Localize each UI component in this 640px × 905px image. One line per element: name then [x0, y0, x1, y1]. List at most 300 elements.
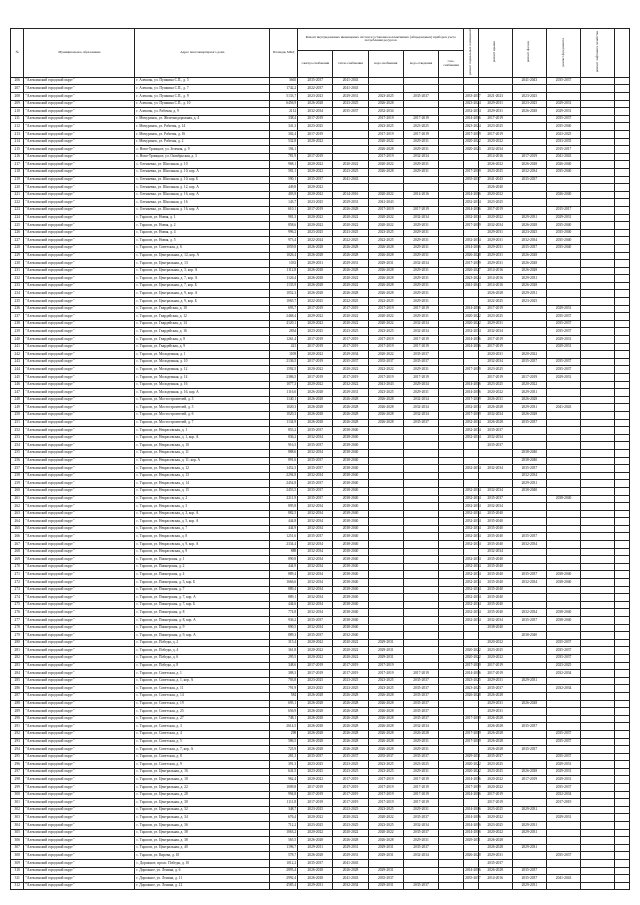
roof-cell: 2035-2040 [478, 563, 512, 571]
roof-cell: 2029-2031 [478, 700, 512, 708]
water-cell [368, 503, 403, 511]
lift-cell [581, 351, 615, 359]
address-cell: г. Дорожное, ул. Ленина, д. 12 [135, 882, 270, 890]
address-cell: с. Тарасов, ул. Центральная, д. 18 [135, 776, 270, 784]
table-row [11, 465, 630, 473]
area-cell: 2453,5 [270, 487, 298, 495]
facade-cell [512, 343, 546, 351]
table-row [11, 282, 630, 290]
municipality-cell: "Алексинский городской округ" [24, 776, 135, 784]
address-cell: с. Тарасов, ул. Победы, д. 8 [135, 662, 270, 670]
basement-cell: 2032-2034 [464, 525, 479, 533]
foundation-cell: 2029-2031 [546, 108, 580, 116]
basement-cell: 2032-2034 [464, 510, 479, 518]
water-cell: 2035-2037 [368, 875, 403, 883]
drain-cell [403, 624, 438, 632]
water-cell: 2023-2025 [368, 822, 403, 830]
drain-cell: 2029-2031 [403, 237, 438, 245]
foundation-cell: 2035-2037 [546, 313, 580, 321]
address-cell: с. Тарасов, ул. Центральная, д. 3, кор. А [135, 267, 270, 275]
table-row [11, 85, 630, 93]
municipality-cell: "Алексинский городской округ" [24, 184, 135, 192]
extra-cell [615, 366, 630, 374]
heat-cell [333, 146, 368, 154]
table-row [11, 305, 630, 313]
electric-cell: 2026-2028 [298, 852, 333, 860]
municipality-cell: "Алексинский городской округ" [24, 768, 135, 776]
lift-cell [581, 320, 615, 328]
municipality-cell: "Алексинский городской округ" [24, 305, 135, 313]
heat-cell: 2038-2040 [333, 457, 368, 465]
water-cell: 2017-2019 [368, 305, 403, 313]
municipality-cell: "Алексинский городской округ" [24, 328, 135, 336]
electric-cell: 2035-2037 [298, 487, 333, 495]
area-cell: 2454,8 [270, 480, 298, 488]
table-row [11, 191, 630, 199]
electric-cell: 2026-2028 [298, 715, 333, 723]
lift-cell [581, 715, 615, 723]
water-cell [368, 510, 403, 518]
roof-cell: 2023-2025 [478, 768, 512, 776]
facade-cell [512, 647, 546, 655]
facade-cell [512, 206, 546, 214]
extra-cell [615, 77, 630, 85]
basement-cell: 2032-2034 [464, 487, 479, 495]
water-cell: 2026-2028 [368, 708, 403, 716]
municipality-cell: "Алексинский городской округ" [24, 617, 135, 625]
basement-cell: 2032-2034 [464, 199, 479, 207]
lift-cell [581, 647, 615, 655]
row-number: 222 [11, 199, 24, 207]
address-cell: с. Тарасов, ул. Центральная, д. 7, кор. Б [135, 282, 270, 290]
drain-cell [403, 548, 438, 556]
water-cell [368, 495, 403, 503]
address-cell: с. Тарасов, ул. Советская, д. 14 [135, 692, 270, 700]
facade-cell: 2026-2028 [512, 282, 546, 290]
extra-cell [615, 692, 630, 700]
basement-cell: 2020-2022 [464, 313, 479, 321]
lift-cell [581, 761, 615, 769]
water-cell: 2026-2028 [368, 100, 403, 108]
address-cell: с. Тарасов, ул. Молодежная, д. 10 [135, 358, 270, 366]
heat-cell: 2029-2031 [333, 852, 368, 860]
row-number: 243 [11, 358, 24, 366]
row-number: 254 [11, 442, 24, 450]
water-cell: 2026-2028 [368, 267, 403, 275]
lift-cell [581, 556, 615, 564]
lift-cell [581, 495, 615, 503]
table-row [11, 609, 630, 617]
row-number: 207 [11, 85, 24, 93]
table-row [11, 457, 630, 465]
gas-cell [439, 632, 464, 640]
lift-cell [581, 480, 615, 488]
address-cell: с. Тарасов, ул. Пионерская, д. 1 [135, 556, 270, 564]
row-number: 230 [11, 260, 24, 268]
facade-cell: 2023-2025 [512, 229, 546, 237]
extra-cell [615, 609, 630, 617]
facade-cell: 2029-2031 [512, 806, 546, 814]
extra-cell [615, 457, 630, 465]
drain-cell [403, 176, 438, 184]
extra-cell [615, 434, 630, 442]
extra-cell [615, 275, 630, 283]
gas-cell [439, 700, 464, 708]
address-cell: с. Тарасов, ул. Советская, д. 25 [135, 708, 270, 716]
lift-cell [581, 115, 615, 123]
electric-cell: 2017-2019 [298, 115, 333, 123]
drain-cell [403, 609, 438, 617]
municipality-cell: "Алексинский городской округ" [24, 252, 135, 260]
address-cell: г. Дорожное, ул. Ленина, д. 6 [135, 867, 270, 875]
area-cell: 1133,9 [270, 282, 298, 290]
foundation-cell: 2029-2031 [546, 768, 580, 776]
facade-cell [512, 510, 546, 518]
row-number: 271 [11, 571, 24, 579]
heat-cell: 2023-2025 [333, 677, 368, 685]
gas-cell [439, 480, 464, 488]
drain-cell [403, 108, 438, 116]
foundation-cell [546, 601, 580, 609]
heat-cell: 2026-2028 [333, 700, 368, 708]
facade-cell: 2029-2031 [512, 290, 546, 298]
address-cell: г. Алексин, ул. Пушкина С.П., д. 10 [135, 100, 270, 108]
heat-cell: 2038-2040 [333, 556, 368, 564]
heat-cell [333, 153, 368, 161]
gas-cell [439, 518, 464, 526]
row-number: 255 [11, 449, 24, 457]
water-cell [368, 487, 403, 495]
table-row [11, 563, 630, 571]
row-number: 246 [11, 381, 24, 389]
address-cell: с. Тарасов, ул. Гвардейская, д. 10 [135, 305, 270, 313]
foundation-cell [546, 381, 580, 389]
facade-cell [512, 563, 546, 571]
drain-cell [403, 487, 438, 495]
area-cell: 889,4 [270, 586, 298, 594]
facade-cell [512, 685, 546, 693]
roof-cell: 2035-2037 [478, 495, 512, 503]
lift-cell [581, 138, 615, 146]
municipality-cell: "Алексинский городской округ" [24, 601, 135, 609]
municipality-cell: "Алексинский городской округ" [24, 571, 135, 579]
municipality-cell: "Алексинский городской округ" [24, 518, 135, 526]
water-cell: 2017-2019 [368, 153, 403, 161]
heat-cell: 2017-2019 [333, 791, 368, 799]
municipality-cell: "Алексинский городской округ" [24, 746, 135, 754]
roof-cell: 2023-2025 [478, 761, 512, 769]
heat-cell: 2017-2019 [333, 784, 368, 792]
drain-cell: 2035-2037 [403, 882, 438, 890]
gas-cell [439, 829, 464, 837]
roof-cell: 2038-2040 [478, 624, 512, 632]
drain-cell [403, 510, 438, 518]
foundation-cell: 2035-2040 [546, 168, 580, 176]
basement-cell: 2014-2016 [464, 336, 479, 344]
drain-cell [403, 639, 438, 647]
roof-cell: 2020-2022 [478, 389, 512, 397]
facade-cell [512, 525, 546, 533]
electric-cell: 2020-2022 [298, 168, 333, 176]
facade-cell [512, 730, 546, 738]
gas-cell [439, 108, 464, 116]
address-cell: с. Оленьевка, ул. Школьная, д. 10, кор. Б [135, 176, 270, 184]
water-cell: 2022-2022 [368, 366, 403, 374]
drain-cell: 2032-2034 [403, 214, 438, 222]
municipality-cell: "Алексинский городской округ" [24, 290, 135, 298]
electric-cell: 2023-2025 [298, 685, 333, 693]
address-cell: с. Тарасов, ул. Некрасовская, д. 12 [135, 465, 270, 473]
extra-cell [615, 131, 630, 139]
roof-cell: 2026-2028 [478, 419, 512, 427]
area-cell: 6456,9 [270, 100, 298, 108]
gas-cell [439, 366, 464, 374]
drain-cell: 2032-2034 [403, 260, 438, 268]
municipality-cell: "Алексинский городской округ" [24, 882, 135, 890]
lift-cell [581, 541, 615, 549]
basement-cell [464, 480, 479, 488]
electric-cell: 2029-2031 [298, 882, 333, 890]
roof-cell: 2026-2028 [478, 738, 512, 746]
table-row [11, 799, 630, 807]
basement-cell: 2032-2034 [464, 328, 479, 336]
facade-cell [512, 670, 546, 678]
drain-cell [403, 199, 438, 207]
basement-cell: 2032-2034 [464, 465, 479, 473]
address-cell: г. Алексин, ул. Пушкина С.П., д. 9 [135, 93, 270, 101]
extra-cell [615, 229, 630, 237]
water-cell: 2023-2025 [368, 328, 403, 336]
electric-cell: 2032-2034 [298, 510, 333, 518]
electric-cell: 2029-2022 [298, 313, 333, 321]
foundation-cell [546, 442, 580, 450]
water-cell [368, 586, 403, 594]
drain-cell: 2035-2037 [403, 700, 438, 708]
extra-cell [615, 882, 630, 890]
electric-cell: 2035-2037 [298, 480, 333, 488]
electric-cell: 2017-2019 [298, 662, 333, 670]
row-number: 308 [11, 852, 24, 860]
lift-cell [581, 366, 615, 374]
roof-cell: 2029-2031 [478, 677, 512, 685]
municipality-cell: "Алексинский городской округ" [24, 837, 135, 845]
extra-cell [615, 411, 630, 419]
table-row [11, 860, 630, 868]
drain-cell: 2026-2028 [403, 730, 438, 738]
drain-cell [403, 525, 438, 533]
municipality-cell: "Алексинский городской округ" [24, 814, 135, 822]
municipality-cell: "Алексинский городской округ" [24, 480, 135, 488]
drain-cell: 2035-2037 [403, 93, 438, 101]
heat-cell: 2026-2028 [333, 396, 368, 404]
facade-cell [512, 328, 546, 336]
drain-cell: 2017-2019 [403, 305, 438, 313]
municipality-cell: "Алексинский городской округ" [24, 176, 135, 184]
area-cell: 891,6 [270, 457, 298, 465]
electric-cell: 2035-2037 [298, 495, 333, 503]
heat-cell: 2029-2031 [333, 389, 368, 397]
address-cell: с. Тарасов, ул. Советская, д. 3 [135, 723, 270, 731]
electric-cell: 2026-2028 [298, 252, 333, 260]
table-row [11, 882, 630, 890]
lift-cell [581, 449, 615, 457]
area-cell: 693,7 [270, 305, 298, 313]
foundation-cell [546, 396, 580, 404]
lift-cell [581, 343, 615, 351]
roof-cell: 2035-2040 [478, 594, 512, 602]
municipality-cell: "Алексинский городской округ" [24, 677, 135, 685]
address-cell: г. Мичуринск, ул. Железнодорожная, д. 4 [135, 115, 270, 123]
extra-cell [615, 746, 630, 754]
heat-cell: 2038-2040 [333, 518, 368, 526]
lift-cell [581, 161, 615, 169]
area-cell: 889,1 [270, 594, 298, 602]
water-cell: 2023-2025 [368, 93, 403, 101]
roof-cell: 2035-2040 [478, 525, 512, 533]
extra-cell [615, 146, 630, 154]
heat-cell: 2029-2034 [333, 351, 368, 359]
basement-cell [464, 229, 479, 237]
gas-cell [439, 411, 464, 419]
extra-cell [615, 541, 630, 549]
electric-cell: 2026-2028 [298, 700, 333, 708]
basement-cell: 2032-2034 [464, 533, 479, 541]
municipality-cell: "Алексинский городской округ" [24, 449, 135, 457]
table-row [11, 123, 630, 131]
electric-cell: 2032-2034 [298, 586, 333, 594]
facade-cell: 2035-2037 [512, 419, 546, 427]
municipality-cell: "Алексинский городской округ" [24, 799, 135, 807]
lift-cell [581, 305, 615, 313]
drain-cell [403, 184, 438, 192]
address-cell: г. Алексин, ул. Рабочая, д. 9 [135, 108, 270, 116]
basement-cell: 2032-2034 [464, 563, 479, 571]
gas-cell [439, 275, 464, 283]
basement-cell: 2014-2016 [464, 670, 479, 678]
heat-cell: 2038-2040 [333, 579, 368, 587]
extra-cell [615, 214, 630, 222]
water-cell [368, 632, 403, 640]
municipality-cell: "Алексинский городской округ" [24, 860, 135, 868]
table-row [11, 115, 630, 123]
row-number: 284 [11, 670, 24, 678]
row-number: 261 [11, 495, 24, 503]
basement-cell [464, 85, 479, 93]
foundation-cell: 2035-2040 [546, 222, 580, 230]
header-municipality: Муниципальное образование [24, 29, 135, 78]
water-cell: 2020-2022 [368, 138, 403, 146]
address-cell: с. Тарасов, ул. Новая, д. 4 [135, 229, 270, 237]
foundation-cell [546, 176, 580, 184]
gas-cell [439, 389, 464, 397]
drain-cell: 2035-2037 [403, 715, 438, 723]
table-body [11, 77, 630, 890]
address-cell: с. Тарасов, ул. Мостостроителей, д. 5 [135, 404, 270, 412]
address-cell: с. Оленьевка, ул. Школьная, д. 16, кор. А [135, 206, 270, 214]
lift-cell [581, 579, 615, 587]
address-cell: с. Тарасов, ул. Советская, д. 27 [135, 715, 270, 723]
address-cell: с. Тарасов, ул. Победы, д. 6 [135, 654, 270, 662]
water-cell: 2026-2028 [368, 700, 403, 708]
municipality-cell: "Алексинский городской округ" [24, 343, 135, 351]
table-row [11, 746, 630, 754]
table-row [11, 328, 630, 336]
extra-cell [615, 320, 630, 328]
area-cell: 889,4 [270, 571, 298, 579]
facade-cell: 2026-2028 [512, 260, 546, 268]
address-cell: с. Тарасов, ул. Кирова, д. 10 [135, 852, 270, 860]
row-number: 289 [11, 708, 24, 716]
row-number: 248 [11, 396, 24, 404]
lift-cell [581, 784, 615, 792]
address-cell: с. Тарасов, ул. Победы, д. 4 [135, 647, 270, 655]
header-empty-col [615, 29, 630, 78]
water-cell: 2029-2031 [368, 639, 403, 647]
drain-cell [403, 449, 438, 457]
area-cell: 565,5 [270, 837, 298, 845]
water-cell: 2022-2025 [368, 237, 403, 245]
electric-cell: 2026-2028 [298, 875, 333, 883]
foundation-cell [546, 525, 580, 533]
lift-cell [581, 768, 615, 776]
row-number: 270 [11, 563, 24, 571]
header-lift-col [581, 29, 615, 78]
roof-cell: 2014-2016 [478, 875, 512, 883]
water-cell [368, 860, 403, 868]
table-row [11, 829, 630, 837]
roof-cell: 2017-2019 [478, 206, 512, 214]
roof-cell: 2023-2025 [478, 647, 512, 655]
address-cell: с. Тарасов, ул. Центральная, д. 9, кор. Б [135, 298, 270, 306]
gas-cell [439, 617, 464, 625]
lift-cell [581, 153, 615, 161]
roof-cell: 2017-2019 [478, 336, 512, 344]
row-number: 232 [11, 275, 24, 283]
area-cell: 2834 [270, 328, 298, 336]
gas-cell [439, 715, 464, 723]
table-row [11, 579, 630, 587]
municipality-cell: "Алексинский городской округ" [24, 298, 135, 306]
lift-cell [581, 730, 615, 738]
facade-cell [512, 556, 546, 564]
municipality-cell: "Алексинский городской округ" [24, 161, 135, 169]
heat-cell [333, 123, 368, 131]
facade-cell: 2026-2028 [512, 161, 546, 169]
facade-cell [512, 662, 546, 670]
foundation-cell [546, 85, 580, 93]
table-row [11, 260, 630, 268]
lift-cell [581, 222, 615, 230]
address-cell: с. Тарасов, ул. Центральная, д. 9, кор. А [135, 290, 270, 298]
foundation-cell [546, 837, 580, 845]
row-number: 228 [11, 244, 24, 252]
electric-cell: 2026-2028 [298, 389, 333, 397]
heat-cell: 2029-2031 [333, 199, 368, 207]
lift-cell [581, 548, 615, 556]
area-cell: 361,8 [270, 647, 298, 655]
extra-cell [615, 381, 630, 389]
drain-cell: 2029-2031 [403, 222, 438, 230]
header-basement: ремонт подвальных помещений [467, 29, 472, 75]
drain-cell: 2017-2019 [403, 374, 438, 382]
drain-cell: 2035-2037 [403, 753, 438, 761]
row-number: 300 [11, 791, 24, 799]
facade-cell: 2023-2025 [512, 298, 546, 306]
area-cell: 348,6 [270, 662, 298, 670]
roof-cell: 2026-2028 [478, 723, 512, 731]
municipality-cell: "Алексинский городской округ" [24, 487, 135, 495]
roof-cell: 2020-2022 [478, 654, 512, 662]
